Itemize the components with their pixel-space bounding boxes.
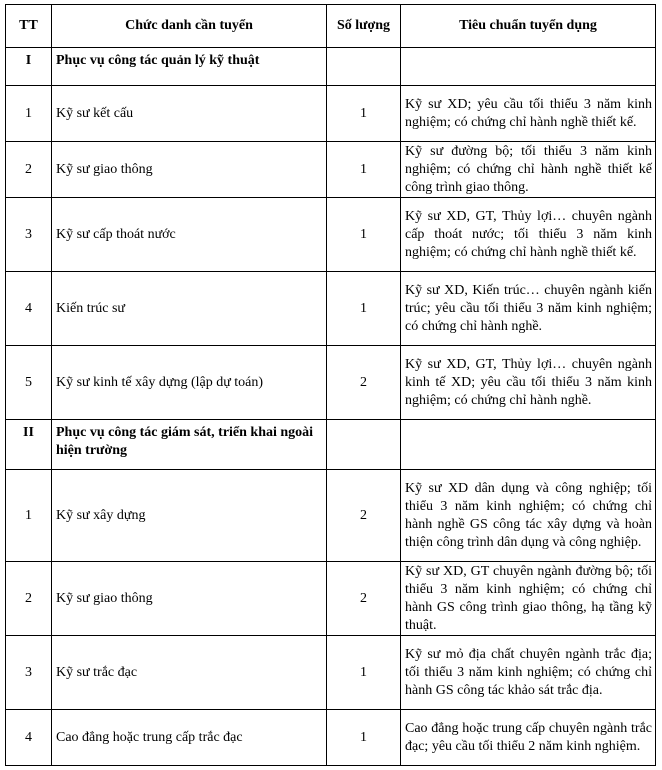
row-quantity: 1: [327, 142, 401, 198]
row-quantity: 1: [327, 86, 401, 142]
row-number: 5: [6, 346, 52, 420]
section-row: [6, 420, 656, 470]
row-number: 2: [6, 562, 52, 636]
table-row: [6, 272, 656, 346]
row-requirements: Kỹ sư XD; yêu cầu tối thiểu 3 năm kinh nghiệm; có chứng chỉ hành nghề thiết kế.: [401, 86, 656, 142]
row-requirements: Kỹ sư XD, GT, Thủy lợi… chuyên ngành cấp thoát nước; tối thiểu 3 năm kinh nghiệm; có chứng chỉ hành nghề thiết kế.: [401, 198, 656, 272]
row-title: Kỹ sư kết cấu: [52, 86, 327, 142]
header-title: Chức danh cần tuyển: [52, 5, 327, 48]
table-row: [6, 142, 656, 198]
row-number: 3: [6, 636, 52, 710]
row-number: 4: [6, 272, 52, 346]
table-row: [6, 346, 656, 420]
row-requirements: Kỹ sư XD, GT, Thủy lợi… chuyên ngành kinh tế XD; yêu cầu tối thiểu 3 năm kinh nghiệm; có chứng chỉ hành nghề.: [401, 346, 656, 420]
row-quantity: 2: [327, 562, 401, 636]
row-requirements: Kỹ sư XD, GT chuyên ngành đường bộ; tối thiểu 3 năm kinh nghiệm; có chứng chỉ hành GS công trình giao thông, hạ tầng kỹ thuật.: [401, 562, 656, 636]
row-title: Kỹ sư trắc đạc: [52, 636, 327, 710]
table-row: [6, 636, 656, 710]
row-quantity: 2: [327, 346, 401, 420]
header-tt: TT: [6, 5, 52, 48]
section-row: [6, 48, 656, 86]
row-quantity: 1: [327, 198, 401, 272]
row-requirements: Kỹ sư XD dân dụng và công nghiệp; tối thiểu 3 năm kinh nghiệm; có chứng chỉ hành nghề GS công tác xây dựng và hoàn thiện công trình dân dụng và công nghiệp.: [401, 470, 656, 562]
row-title: Kỹ sư kinh tế xây dựng (lập dự toán): [52, 346, 327, 420]
row-title: Kỹ sư cấp thoát nước: [52, 198, 327, 272]
table-row: [6, 562, 656, 636]
header-row: [6, 5, 656, 48]
row-number: 4: [6, 710, 52, 766]
row-title: Kỹ sư giao thông: [52, 142, 327, 198]
row-title: Kiến trúc sư: [52, 272, 327, 346]
row-title: Kỹ sư xây dựng: [52, 470, 327, 562]
row-requirements: Cao đẳng hoặc trung cấp chuyên ngành trắc đạc; yêu cầu tối thiểu 2 năm kinh nghiệm.: [401, 710, 656, 766]
row-quantity: 1: [327, 272, 401, 346]
row-requirements: Kỹ sư mỏ địa chất chuyên ngành trắc địa; tối thiểu 3 năm kinh nghiệm; có chứng chỉ hành GS công tác khảo sát trắc địa.: [401, 636, 656, 710]
row-number: 3: [6, 198, 52, 272]
row-requirements: Kỹ sư đường bộ; tối thiểu 3 năm kinh nghiệm; có chứng chỉ hành nghề thiết kế công trình giao thông.: [401, 142, 656, 198]
row-quantity: 1: [327, 636, 401, 710]
section-title: Phục vụ công tác quản lý kỹ thuật: [52, 48, 327, 86]
table-row: [6, 198, 656, 272]
section-title: Phục vụ công tác giám sát, triển khai ngoài hiện trường: [52, 420, 327, 470]
header-qty: Số lượng: [327, 5, 401, 48]
header-req: Tiêu chuẩn tuyển dụng: [401, 5, 656, 48]
row-title: Cao đẳng hoặc trung cấp trắc đạc: [52, 710, 327, 766]
section-number: II: [6, 420, 52, 470]
row-requirements: Kỹ sư XD, Kiến trúc… chuyên ngành kiến trúc; yêu cầu tối thiểu 3 năm kinh nghiệm; có chứng chỉ hành nghề.: [401, 272, 656, 346]
row-number: 2: [6, 142, 52, 198]
row-number: 1: [6, 470, 52, 562]
table-row: [6, 710, 656, 766]
row-quantity: 1: [327, 710, 401, 766]
row-quantity: 2: [327, 470, 401, 562]
section-number: I: [6, 48, 52, 86]
table-row: [6, 86, 656, 142]
table-row: [6, 470, 656, 562]
recruitment-table: [5, 4, 656, 766]
row-number: 1: [6, 86, 52, 142]
row-title: Kỹ sư giao thông: [52, 562, 327, 636]
